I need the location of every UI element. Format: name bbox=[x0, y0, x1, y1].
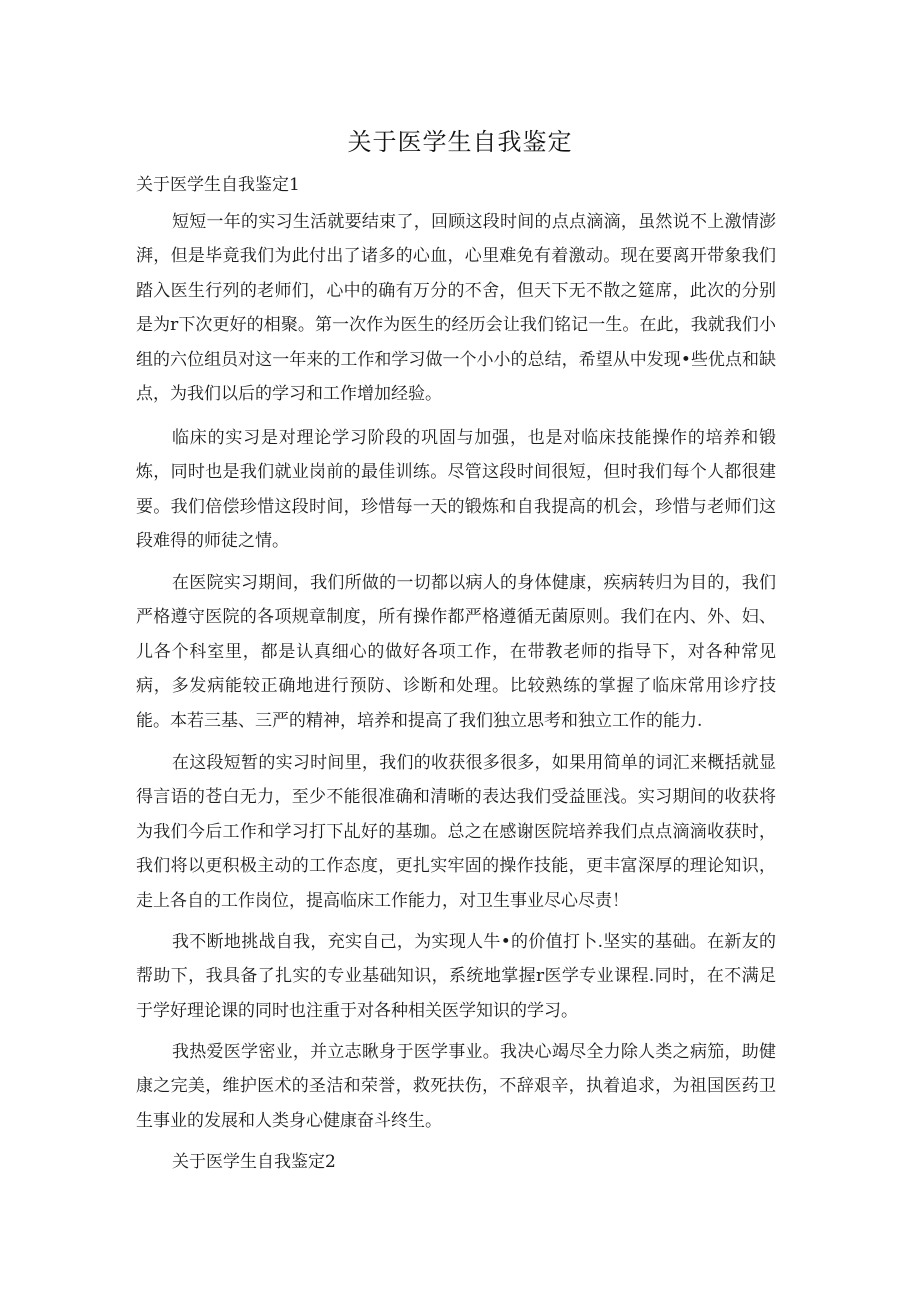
paragraph-6: 我热爱医学密业，并立志瞅身于医学事业。我决心竭尽全力除人类之病笳，助健康之完美，维护医术的圣洁和荣誉，救死扶伤，不辞艰辛，执着追求，为祖国医药卫生事业的发展和人类身心健康奋斗终生。 bbox=[136, 1042, 776, 1131]
section-heading-1: 关于医学生自我鉴定1 bbox=[136, 175, 300, 195]
paragraph-1: 短短一年的实习生活就要结束了，回顾这段时间的点点滴滴，虽然说不上激情澎湃，但是毕竟我们为此付出了诸多的心血，心里难免有着激动。现在要离开带象我们踏入医生行列的老师们，心中的确有万分的不舍，但天下无不散之筵席，此次的分别是为r下次更好的相聚。第一次作为医生的经历会让我们铭记一生。在此，我就我们小组的六位组员对这一年来的工作和学习做一个小小的总结，希望从中发现•些优点和缺点，为我们以后的学习和工作增加经验。 bbox=[136, 212, 776, 405]
document-title: 关于医学生自我鉴定 bbox=[347, 128, 573, 156]
paragraph-5: 我不断地挑战自我，充实自己，为实现人牛•的价值打卜.坚实的基础。在新友的帮助下，我具备了扎实的专业基础知识，系统地掌握r医学专业课程.同时，在不满足于学好理论课的同时也注重于对各种相关医学知识的学习。 bbox=[136, 932, 776, 1021]
section-heading-2: 关于医学生自我鉴定2 bbox=[172, 1152, 336, 1172]
paragraph-3: 在医院实习期间，我们所做的一切都以病人的身体健康，疾病转归为目的，我们严格遵守医院的各项规章制度，所有操作都严格遵循无菌原则。我们在内、外、妇、儿各个科室里，都是认真细心的做好各项工作，在带教老师的指导下，对各种常见病，多发病能较正确地进行预防、诊断和处理。比较熟练的掌握了临床常用诊疗技能。本若三基、三严的精神，培养和提高了我们独立思考和独立工作的能力. bbox=[136, 573, 776, 731]
paragraph-4: 在这段短暂的实习时间里，我们的收获很多很多，如果用简单的词汇来概括就显得言语的苍白无力，至少不能很准确和清晰的表达我们受益匪浅。实习期间的收获将为我们今后工作和学习打下乩好的基珈。总之在感谢医院培养我们点点滴滴收获时，我们将以更积极主动的工作态度，更扎实牢固的操作技能，更丰富深厚的理论知识，走上各自的工作岗位，提高临床工作能力，对卫生事业尽心尽责！ bbox=[136, 753, 776, 911]
paragraph-2: 临床的实习是对理论学习阶段的巩固与加强，也是对临床技能操作的培养和锻炼，同时也是我们就业岗前的最佳训练。尽管这段时间很短，但时我们每个人都很建要。我们倍偿珍惜这段时间，珍惜每一天的锻炼和自我提高的机会，珍惜与老师们这段难得的师徒之情。 bbox=[136, 428, 776, 552]
